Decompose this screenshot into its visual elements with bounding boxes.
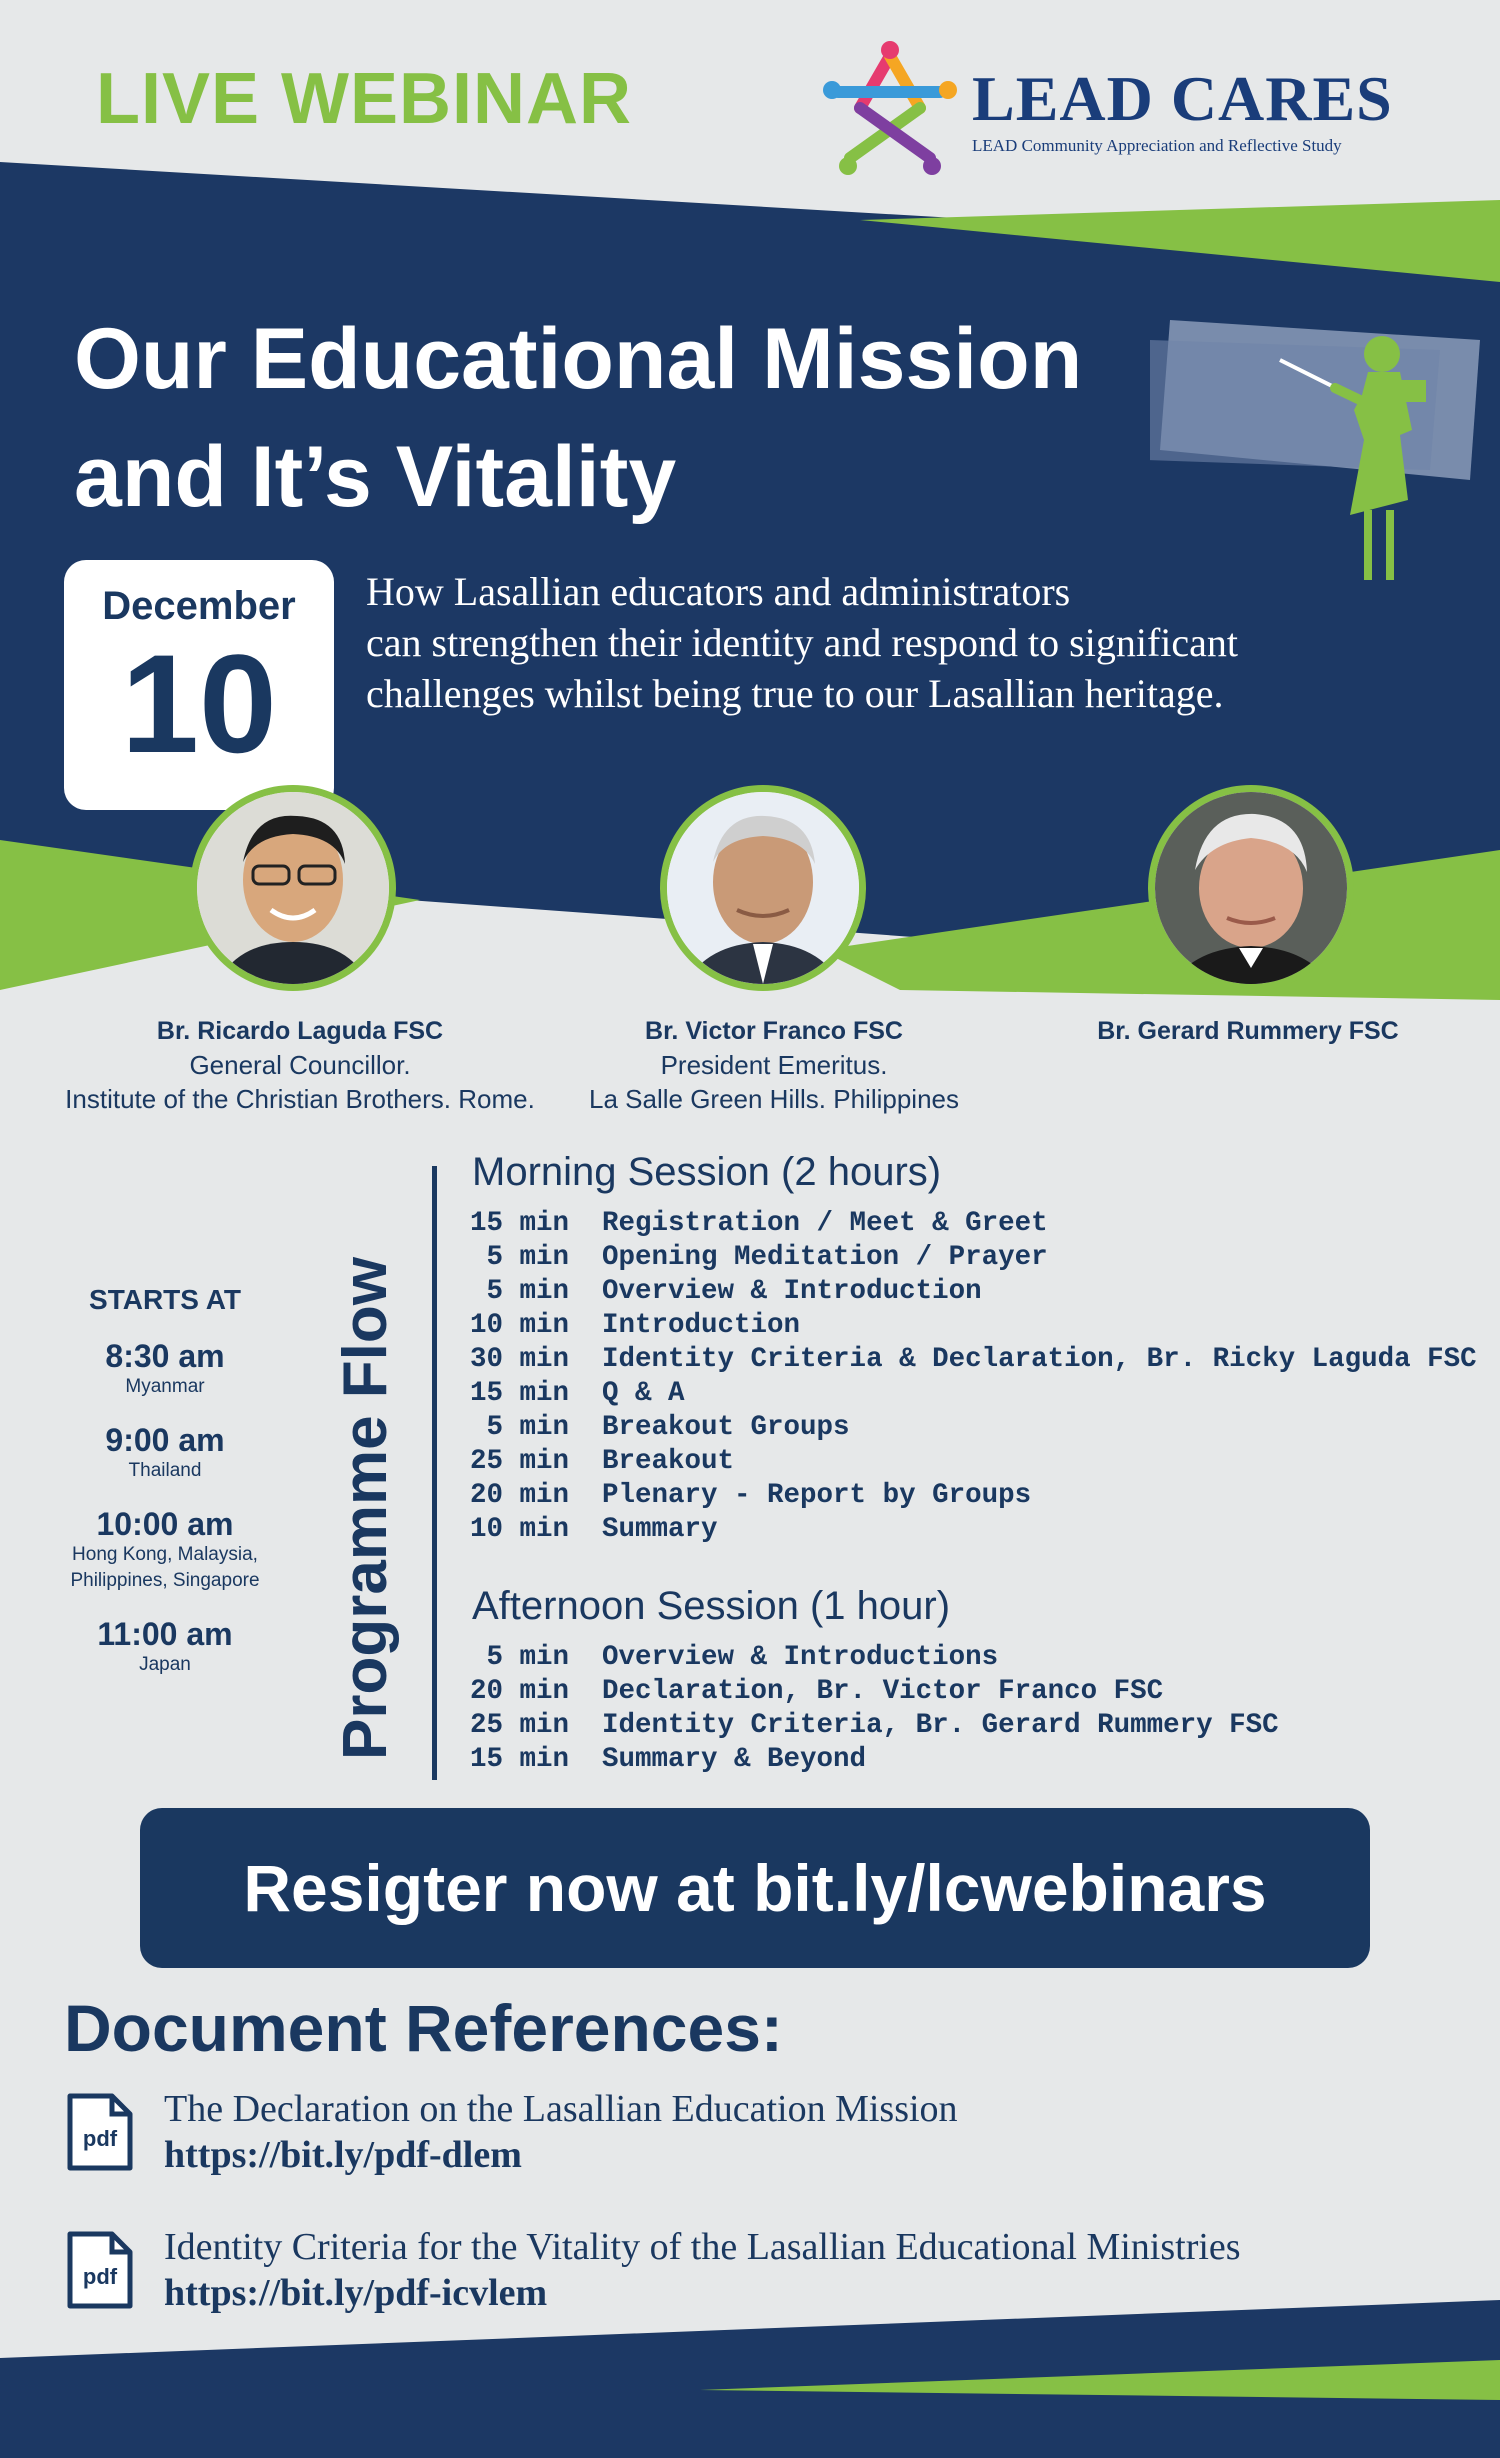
speaker-1-photo [190, 785, 396, 991]
agenda-item: 5 min Overview & Introduction [470, 1276, 982, 1307]
speaker-2-portrait-icon [667, 792, 859, 984]
morning-items [470, 1207, 1477, 1547]
document-1-link[interactable]: https://bit.ly/pdf-dlem [164, 2134, 522, 2176]
zone-4: Japan [139, 1654, 191, 1675]
document-2-title: Identity Criteria for the Vitality of the Lasallian Educational Ministries [164, 2226, 1241, 2268]
title-line-1: Our Educational Mission [74, 311, 1083, 407]
speaker-1-org: Institute of the Christian Brothers. Rome. [65, 1084, 535, 1114]
zone-2: Thailand [128, 1460, 202, 1481]
document-1[interactable] [164, 2086, 958, 2178]
live-webinar-label: LIVE WEBINAR [96, 59, 633, 139]
starts-at-heading: STARTS AT [89, 1284, 241, 1315]
time-3: 10:00 am [96, 1506, 234, 1542]
document-2-link[interactable]: https://bit.ly/pdf-icvlem [164, 2272, 548, 2314]
time-4: 11:00 am [97, 1616, 233, 1652]
pdf-file-icon [66, 2230, 134, 2310]
speaker-2-photo [660, 785, 866, 991]
programme-flow-label: Programme Flow [331, 1257, 400, 1760]
speaker-2-name: Br. Victor Franco FSC [645, 1017, 903, 1045]
speaker-1-role: General Councillor. [189, 1050, 411, 1080]
zone-3: Hong Kong, Malaysia, Philippines, Singapore [70, 1544, 260, 1591]
speaker-1-name: Br. Ricardo Laguda FSC [156, 1017, 444, 1045]
speaker-3-portrait-icon [1155, 792, 1347, 984]
svg-text:pdf: pdf [82, 2126, 118, 2151]
lead-cares-logo-subtitle: LEAD Community Appreciation and Reflective Study [972, 136, 1342, 155]
agenda-item: 5 min Breakout Groups [470, 1412, 850, 1443]
svg-text:pdf: pdf [82, 2264, 118, 2289]
agenda-item: 15 min Q & A [470, 1378, 685, 1409]
teacher-illustration [1150, 300, 1490, 600]
webinar-description [366, 566, 1486, 719]
afternoon-session-heading: Afternoon Session (1 hour) [472, 1584, 951, 1628]
description-line-1: How Lasallian educators and administrators [366, 569, 1071, 614]
agenda-item: 30 min Identity Criteria & Declaration, Br. Ricky Laguda FSC [470, 1344, 1477, 1375]
zone-1: Myanmar [125, 1376, 205, 1397]
speaker-3-photo [1148, 785, 1354, 991]
document-references-heading: Document References: [64, 1991, 783, 2065]
description-line-2: can strengthen their identity and respond to significant [366, 620, 1238, 665]
agenda-item: 5 min Opening Meditation / Prayer [470, 1242, 1048, 1273]
start-times [40, 1284, 290, 1700]
lead-cares-logo-title: LEAD CARES [972, 63, 1393, 134]
pdf-file-icon [66, 2092, 134, 2172]
document-1-title: The Declaration on the Lasallian Education Mission [164, 2088, 958, 2130]
agenda-item: 25 min Breakout [470, 1446, 735, 1477]
time-2: 9:00 am [105, 1422, 225, 1458]
programme-divider [432, 1166, 437, 1780]
date-month: December [102, 584, 296, 628]
speaker-1-info [40, 1014, 560, 1116]
agenda-item: 10 min Introduction [470, 1310, 801, 1341]
agenda-item: 25 min Identity Criteria, Br. Gerard Rummery FSC [470, 1710, 1279, 1741]
agenda-item: 15 min Registration / Meet & Greet [470, 1208, 1048, 1239]
webinar-title [74, 300, 1174, 536]
register-link-banner[interactable]: Resigter now at bit.ly/lcwebinars [140, 1808, 1370, 1968]
date-day: 10 [121, 625, 277, 782]
agenda-item: 10 min Summary [470, 1514, 718, 1545]
speaker-2-role: President Emeritus. [660, 1050, 888, 1080]
afternoon-items [470, 1641, 1279, 1777]
speaker-3-name: Br. Gerard Rummery FSC [1097, 1017, 1399, 1045]
speaker-2-org: La Salle Green Hills. Philippines [589, 1084, 959, 1114]
morning-session-heading: Morning Session (2 hours) [472, 1150, 942, 1194]
speaker-1-portrait-icon [197, 792, 389, 984]
agenda-item: 20 min Declaration, Br. Victor Franco FSC [470, 1676, 1164, 1707]
agenda-item: 15 min Summary & Beyond [470, 1744, 867, 1775]
time-1: 8:30 am [105, 1338, 225, 1374]
description-line-3: challenges whilst being true to our Lasallian heritage. [366, 671, 1224, 716]
agenda-item: 5 min Overview & Introductions [470, 1642, 999, 1673]
title-line-2: and It’s Vitality [74, 429, 677, 525]
date-badge [64, 560, 334, 810]
document-2[interactable] [164, 2224, 1241, 2316]
speaker-2-info [514, 1014, 1034, 1116]
agenda-item: 20 min Plenary - Report by Groups [470, 1480, 1032, 1511]
speaker-3-info [988, 1014, 1500, 1048]
lead-cares-star-icon [820, 38, 960, 178]
